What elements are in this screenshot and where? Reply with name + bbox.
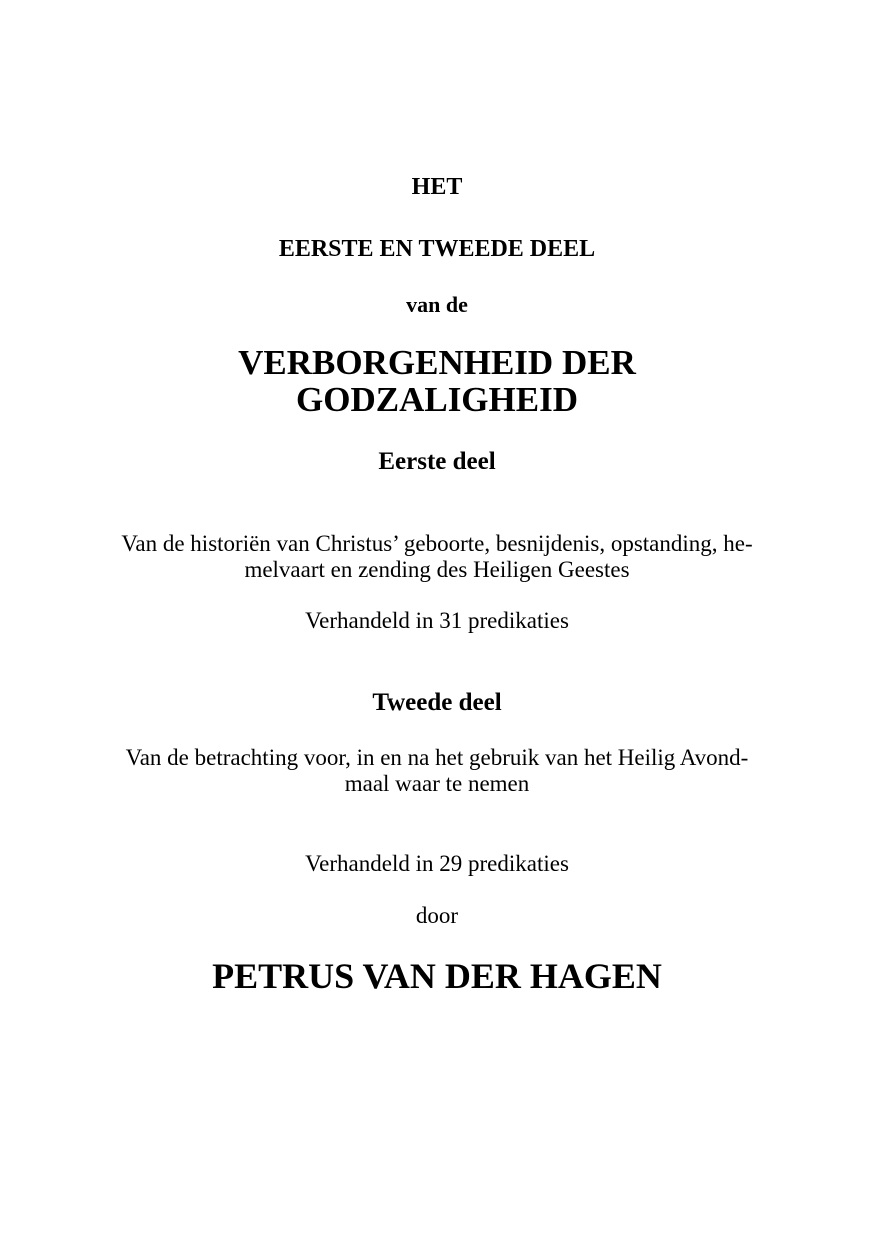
part2-description-line-2: maal waar te nemen [344,771,530,796]
main-title [0,344,874,418]
door-line: door [415,903,459,928]
part2-heading: Tweede deel [372,689,502,716]
main-title-line-1: VERBORGENHEID DER [238,343,636,382]
main-title-line-2: GODZALIGHEID [296,380,578,419]
author-name: PETRUS VAN DER HAGEN [212,956,662,996]
part1-sermons: Verhandeld in 31 predikaties [305,608,569,633]
part2-description-line-1: Van de betrachting voor, in en na het gebruik van het Heilig Avond- [125,745,749,770]
part2-description [0,745,874,797]
part1-description-line-1: Van de historiën van Christus’ geboorte, besnijdenis, opstanding, he- [121,531,753,556]
part1-description [0,531,874,583]
part1-heading: Eerste deel [378,448,496,475]
van-de-line: van de [406,292,468,317]
part2-sermons: Verhandeld in 29 predikaties [305,851,569,876]
part1-description-line-2: melvaart en zending des Heiligen Geestes [244,557,630,582]
het-line: HET [411,174,463,200]
volume-designation: EERSTE EN TWEEDE DEEL [278,236,596,262]
